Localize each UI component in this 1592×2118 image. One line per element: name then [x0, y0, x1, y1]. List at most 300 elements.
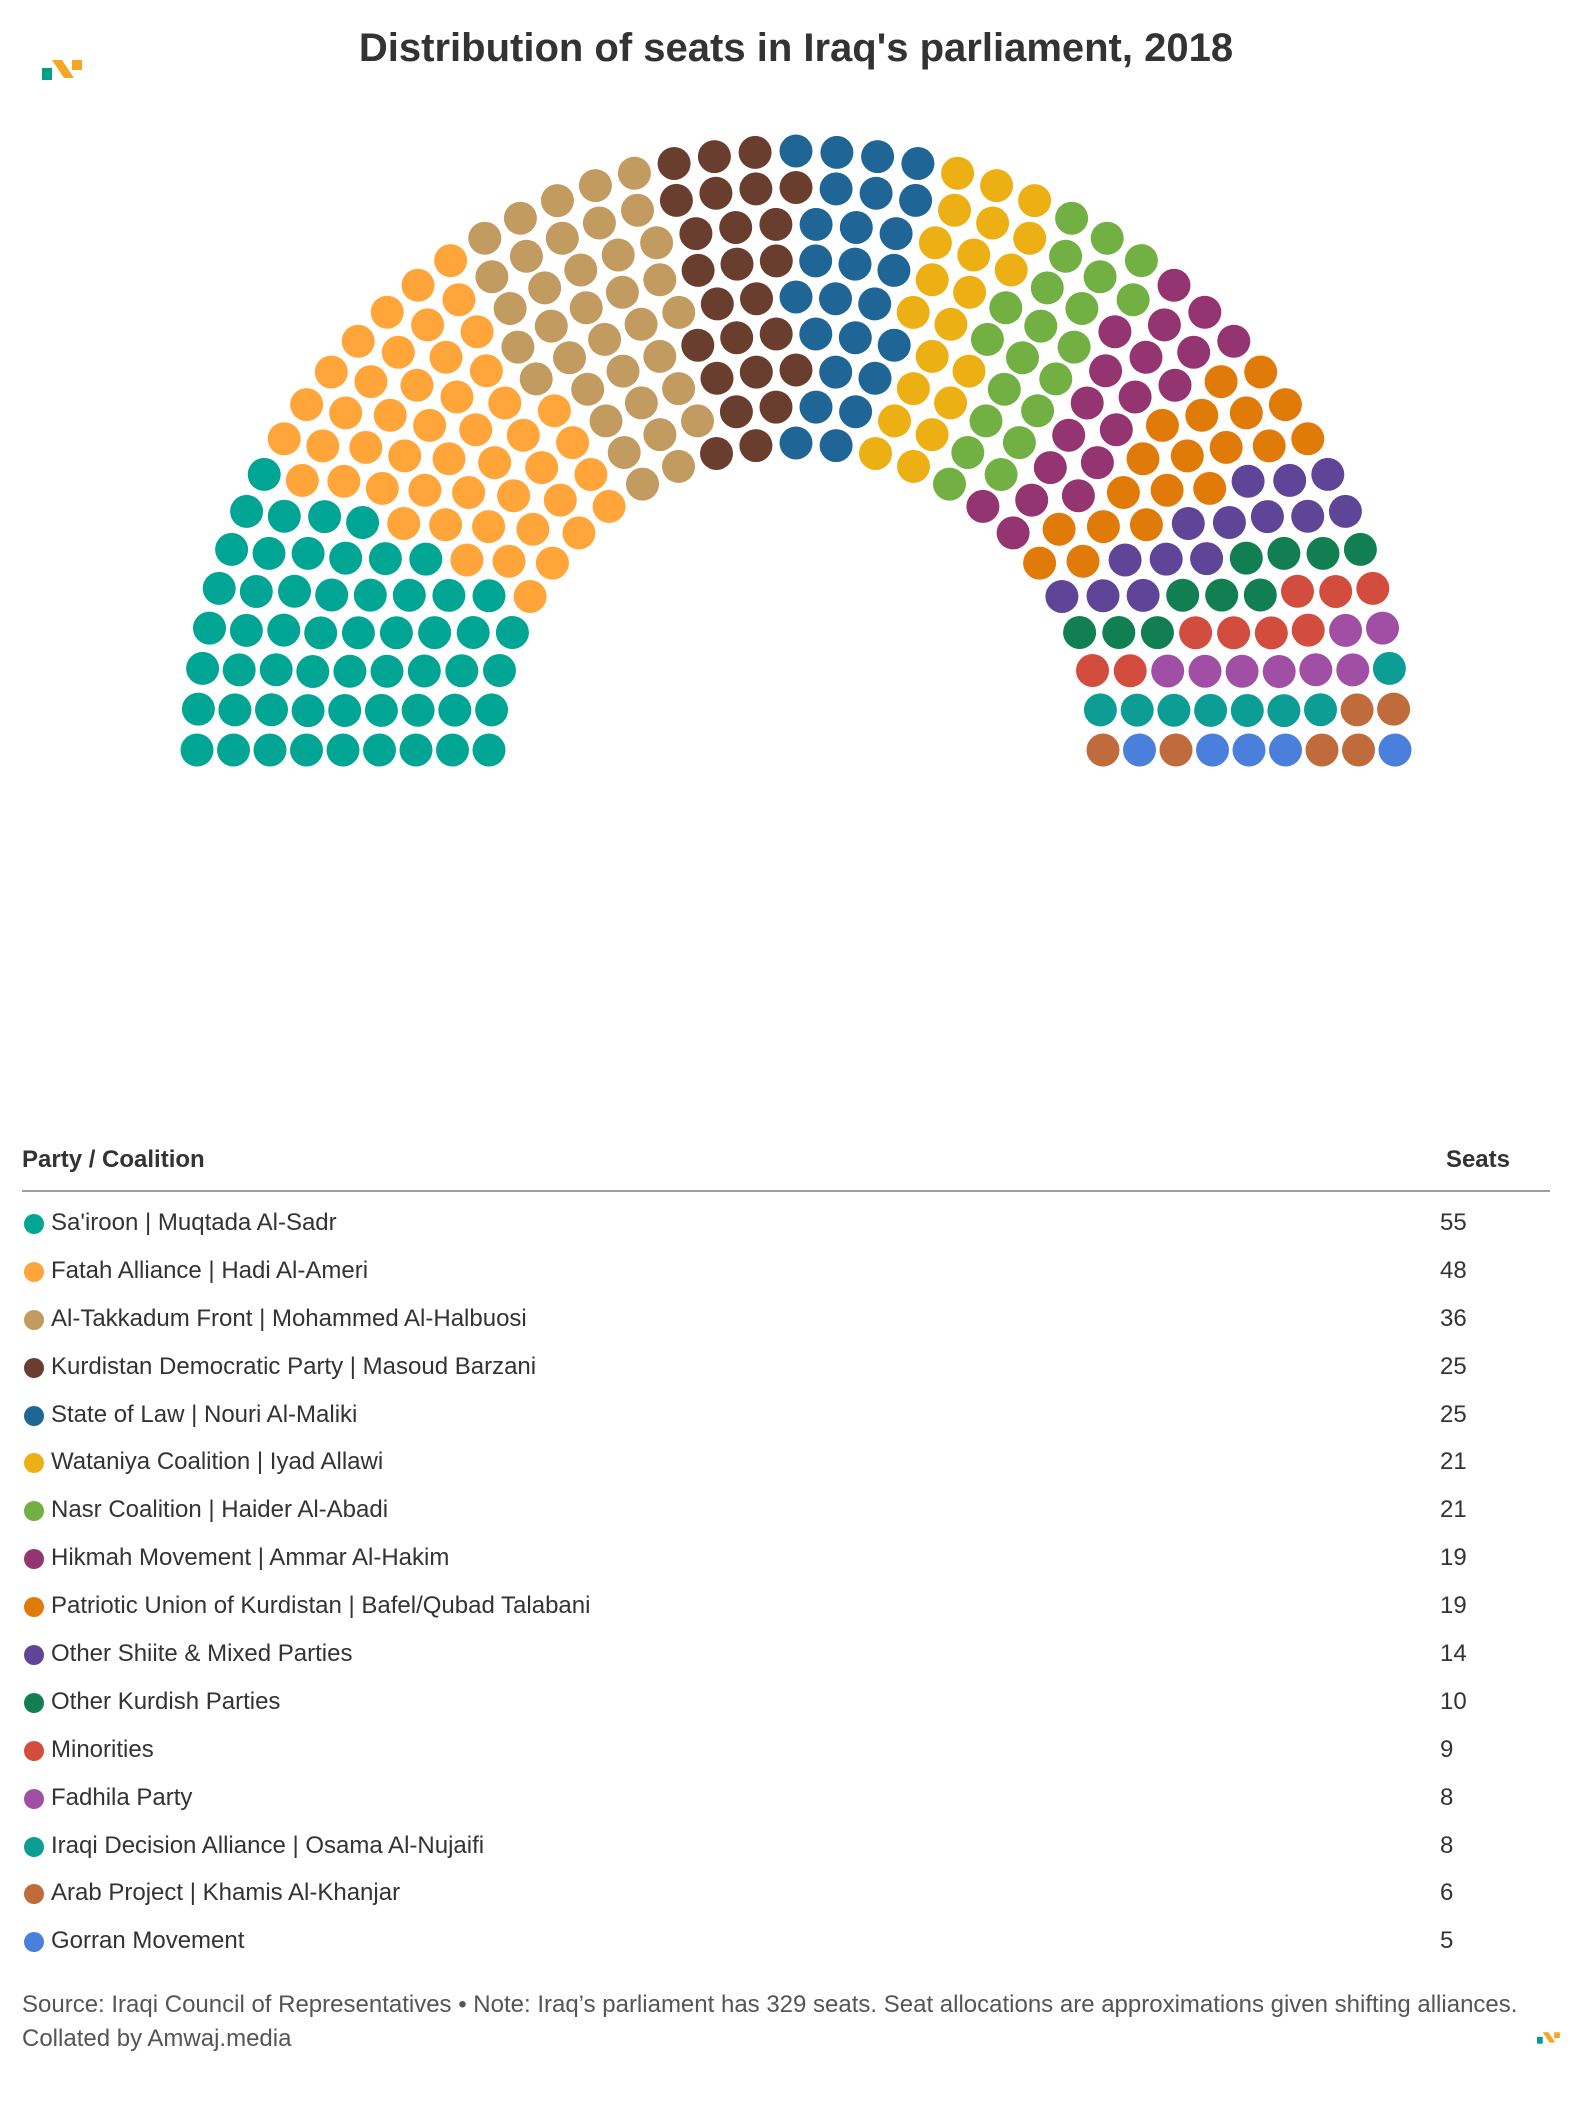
- seat-dot: [292, 694, 325, 727]
- seat-dot: [342, 616, 375, 649]
- seat-dot: [433, 442, 466, 475]
- seat-dot: [1377, 693, 1410, 726]
- seat-dot: [1292, 614, 1325, 647]
- seat-dot: [1217, 616, 1250, 649]
- seat-dot: [800, 391, 833, 424]
- seat-dot: [541, 184, 574, 217]
- seat-dot: [401, 369, 434, 402]
- seat-dot: [478, 446, 511, 479]
- legend-value: 25: [1440, 1400, 1467, 1428]
- seat-dot: [346, 506, 379, 539]
- amwaj-logo-small-icon: [1537, 2031, 1561, 2045]
- seat-dot: [820, 172, 853, 205]
- seat-dot: [296, 655, 329, 688]
- seat-dot: [916, 418, 949, 451]
- seat-dot: [698, 140, 731, 173]
- seat-dot: [1130, 341, 1163, 374]
- seat-dot: [938, 194, 971, 227]
- seat-dot: [858, 287, 891, 320]
- seat-dot: [278, 575, 311, 608]
- seat-dot: [436, 734, 469, 767]
- seat-dot: [315, 356, 348, 389]
- seat-dot: [953, 276, 986, 309]
- legend-row: [22, 1918, 1550, 1966]
- seat-dot: [995, 254, 1028, 287]
- legend-header-seats: Seats: [1445, 1146, 1510, 1173]
- seat-dot: [720, 321, 753, 354]
- legend-label: Iraqi Decision Alliance | Osama Al-Nujaifi: [51, 1831, 485, 1859]
- seat-dot: [934, 386, 967, 419]
- seat-dot: [1205, 365, 1238, 398]
- seat-dot: [1307, 537, 1340, 570]
- seat-dot: [510, 240, 543, 273]
- seat-dot: [1189, 655, 1222, 688]
- seat-dot: [1045, 580, 1078, 613]
- seat-dot: [1081, 446, 1114, 479]
- seat-dot: [957, 239, 990, 272]
- seat-dot: [759, 208, 792, 241]
- seat-dot: [916, 340, 949, 373]
- legend-label: Arab Project | Khamis Al-Khanjar: [51, 1879, 401, 1907]
- seat-dot: [1006, 341, 1039, 374]
- seat-dot: [897, 450, 930, 483]
- seat-dot: [366, 472, 399, 505]
- legend-value: 10: [1440, 1687, 1467, 1715]
- seat-dot: [1193, 472, 1226, 505]
- seat-dot: [1151, 474, 1184, 507]
- legend-row: [22, 1248, 1550, 1296]
- seat-dot: [681, 329, 714, 362]
- seat-dot: [475, 260, 508, 293]
- seat-dot: [1018, 184, 1051, 217]
- seat-dot: [1091, 222, 1124, 255]
- seat-dot: [1226, 655, 1259, 688]
- seat-dot: [1146, 409, 1179, 442]
- seat-dot: [494, 292, 527, 325]
- seat-dot: [1255, 616, 1288, 649]
- seat-dot: [1109, 544, 1142, 577]
- seat-dot: [897, 296, 930, 329]
- seat-dot: [1233, 734, 1266, 767]
- seat-dot: [459, 413, 492, 446]
- seat-dot: [1043, 513, 1076, 546]
- seat-dot: [643, 263, 676, 296]
- seat-dot: [429, 508, 462, 541]
- legend-list: [22, 1200, 1550, 1966]
- seat-dot: [1034, 451, 1067, 484]
- seat-dot: [679, 217, 712, 250]
- seat-dot: [363, 734, 396, 767]
- seat-dot: [1087, 579, 1120, 612]
- seat-dot: [1373, 652, 1406, 685]
- seat-dot: [980, 169, 1013, 202]
- seat-dot: [290, 388, 323, 421]
- seat-dot: [739, 429, 772, 462]
- seat-dot: [1329, 495, 1362, 528]
- seat-dot: [402, 694, 435, 727]
- legend-row: [22, 1200, 1550, 1248]
- seat-dot: [1015, 484, 1048, 517]
- seat-dot: [1107, 476, 1140, 509]
- seat-dot: [1329, 614, 1362, 647]
- seat-dot: [402, 269, 435, 302]
- seat-dot: [408, 655, 441, 688]
- seat-dot: [1052, 419, 1085, 452]
- seat-dot: [354, 579, 387, 612]
- seat-dot: [1205, 579, 1238, 612]
- seat-dot: [760, 244, 793, 277]
- seat-dot: [1267, 537, 1300, 570]
- legend-row: [22, 1631, 1550, 1679]
- seat-dot: [1102, 616, 1135, 649]
- seat-dot: [562, 516, 595, 549]
- seat-dot: [860, 177, 893, 210]
- seat-dot: [461, 315, 494, 348]
- seat-dot: [1071, 387, 1104, 420]
- seat-dot: [839, 248, 872, 281]
- seat-dot: [1251, 500, 1284, 533]
- legend-row: [22, 1344, 1550, 1392]
- seat-dot: [1366, 612, 1399, 645]
- seat-dot: [880, 217, 913, 250]
- seat-dot: [1141, 616, 1174, 649]
- seat-dot: [1087, 510, 1120, 543]
- legend-label: Gorran Movement: [51, 1927, 245, 1955]
- seat-dot: [553, 341, 586, 374]
- seat-dot: [1065, 292, 1098, 325]
- seat-dot: [1311, 458, 1344, 491]
- seat-dot: [493, 545, 526, 578]
- legend-row: [22, 1487, 1550, 1535]
- seat-dot: [800, 208, 833, 241]
- seat-dot: [1100, 413, 1133, 446]
- seat-dot: [452, 476, 485, 509]
- seat-dot: [544, 484, 577, 517]
- seat-dot: [1076, 654, 1109, 687]
- seat-dot: [1158, 269, 1191, 302]
- seat-dot: [859, 437, 892, 470]
- chart-title: Distribution of seats in Iraq's parliament, 2018: [358, 26, 1234, 70]
- legend-label: State of Law | Nouri Al-Maliki: [51, 1400, 358, 1428]
- seat-dot: [525, 451, 558, 484]
- seat-dot: [662, 372, 695, 405]
- seat-dot: [182, 693, 215, 726]
- seat-dot: [941, 157, 974, 190]
- seat-dot: [593, 490, 626, 523]
- seat-dot: [546, 222, 579, 255]
- seat-dot: [286, 464, 319, 497]
- seat-dot: [315, 579, 348, 612]
- seat-dot: [501, 331, 534, 364]
- seat-dot: [625, 386, 658, 419]
- seat-dot: [780, 171, 813, 204]
- seat-dot: [1067, 545, 1100, 578]
- legend-swatch: [24, 1645, 44, 1665]
- seat-dot: [819, 356, 852, 389]
- seat-dot: [1263, 655, 1296, 688]
- seat-dot: [556, 426, 589, 459]
- seat-dot: [230, 495, 263, 528]
- seat-dot: [626, 468, 659, 501]
- seat-dot: [413, 409, 446, 442]
- seat-dot: [1130, 508, 1163, 541]
- seat-dot: [1049, 240, 1082, 273]
- seat-dot: [371, 296, 404, 329]
- seat-dot: [1125, 244, 1158, 277]
- seat-dot: [901, 147, 934, 180]
- legend-value: 25: [1440, 1352, 1467, 1380]
- seat-dot: [662, 450, 695, 483]
- seat-dot: [215, 533, 248, 566]
- legend-swatch: [24, 1741, 44, 1761]
- seat-dot: [329, 396, 362, 429]
- seat-dot: [1269, 388, 1302, 421]
- seat-dot: [590, 404, 623, 437]
- seat-dot: [878, 404, 911, 437]
- seat-dot: [608, 436, 641, 469]
- seat-dot: [839, 395, 872, 428]
- seat-dot: [1117, 283, 1150, 316]
- seat-dot: [193, 612, 226, 645]
- seat-dot: [408, 474, 441, 507]
- legend-label: Kurdistan Democratic Party | Masoud Barzani: [51, 1352, 537, 1380]
- seat-dot: [1148, 308, 1181, 341]
- seat-dot: [720, 395, 753, 428]
- seat-dot: [1304, 693, 1337, 726]
- legend-swatch: [24, 1932, 44, 1952]
- seat-dot: [583, 207, 616, 240]
- legend-swatch: [24, 1837, 44, 1857]
- seat-dot: [418, 616, 451, 649]
- seat-dot: [1114, 654, 1147, 687]
- seat-dot: [268, 500, 301, 533]
- seat-dot: [1379, 734, 1412, 767]
- seat-dot: [1119, 381, 1152, 414]
- seat-dot: [919, 226, 952, 259]
- seat-dot: [976, 207, 1009, 240]
- footer-credit: Collated by Amwaj.media: [22, 2025, 292, 2052]
- seat-dot: [450, 544, 483, 577]
- seat-dot: [799, 244, 832, 277]
- seat-dot: [1217, 325, 1250, 358]
- seat-dot: [181, 734, 214, 767]
- seat-dot: [1157, 694, 1190, 727]
- seat-dot: [1127, 442, 1160, 475]
- seat-dot: [570, 291, 603, 324]
- seat-dot: [951, 436, 984, 469]
- seat-dot: [329, 542, 362, 575]
- seat-dot: [457, 616, 490, 649]
- seat-dot: [472, 510, 505, 543]
- seat-dot: [899, 184, 932, 217]
- seat-dot: [740, 356, 773, 389]
- legend-swatch: [24, 1549, 44, 1569]
- seat-dot: [380, 616, 413, 649]
- seat-dot: [1003, 426, 1036, 459]
- seat-dot: [1244, 579, 1277, 612]
- seat-dot: [1232, 465, 1265, 498]
- seat-dot: [387, 507, 420, 540]
- legend-label: Other Kurdish Parties: [51, 1687, 281, 1715]
- seat-dot: [290, 734, 323, 767]
- legend-swatch: [24, 1597, 44, 1617]
- seat-dot: [1299, 653, 1332, 686]
- parliament-chart: [0, 120, 1592, 1080]
- legend-label: Fatah Alliance | Hadi Al-Ameri: [51, 1256, 369, 1284]
- seat-dot: [1013, 222, 1046, 255]
- seat-dot: [483, 654, 516, 687]
- seat-dot: [1291, 422, 1324, 455]
- legend-swatch: [24, 1214, 44, 1234]
- legend-label: Sa'iroon | Muqtada Al-Sadr: [51, 1209, 337, 1236]
- seat-dot: [342, 325, 375, 358]
- legend-value: 55: [1440, 1209, 1467, 1236]
- legend-swatch: [24, 1310, 44, 1330]
- seat-dot: [861, 140, 894, 173]
- legend-row: [22, 1535, 1550, 1583]
- seat-dot: [780, 427, 813, 460]
- seat-dot: [1123, 734, 1156, 767]
- legend-value: 36: [1440, 1304, 1467, 1332]
- seat-dot: [621, 194, 654, 227]
- legend-header: [22, 1146, 1550, 1192]
- seat-dot: [268, 422, 301, 455]
- seat-dot: [333, 655, 366, 688]
- seat-dot: [606, 276, 639, 309]
- seat-dot: [574, 458, 607, 491]
- seat-dot: [255, 693, 288, 726]
- footer-source: Source: Iraqi Council of Representatives • Note: Iraq’s parliament has 329 seats. Seat allocations are approximations given shifting alliances.: [22, 1991, 1518, 2018]
- seat-dot: [740, 282, 773, 315]
- seat-dot: [933, 468, 966, 501]
- seat-dot: [1213, 506, 1246, 539]
- seat-dot: [538, 394, 571, 427]
- legend-label: Wataniya Coalition | Iyad Allawi: [51, 1448, 384, 1476]
- seat-dot: [1172, 507, 1205, 540]
- seat-dot: [721, 248, 754, 281]
- seat-dot: [308, 500, 341, 533]
- legend-row: [22, 1583, 1550, 1631]
- seat-dot: [434, 244, 467, 277]
- seat-dot: [1171, 439, 1204, 472]
- seat-dot: [1194, 694, 1227, 727]
- seat-dot: [643, 418, 676, 451]
- seat-dot: [393, 579, 426, 612]
- legend-value: 6: [1440, 1879, 1454, 1907]
- seat-dot: [897, 372, 930, 405]
- seat-dot: [1269, 734, 1302, 767]
- seat-dot: [1063, 616, 1096, 649]
- seat-dot: [989, 291, 1022, 324]
- seat-dot: [475, 693, 508, 726]
- seat-dot: [840, 211, 873, 244]
- seat-dot: [1021, 394, 1054, 427]
- seat-dot: [1098, 315, 1131, 348]
- seat-dot: [1291, 500, 1324, 533]
- legend-label: Hikmah Movement | Ammar Al-Hakim: [51, 1544, 450, 1572]
- seat-dot: [997, 516, 1030, 549]
- seat-dot: [430, 341, 463, 374]
- legend-header-party: Party / Coalition: [22, 1146, 205, 1173]
- seat-dot: [662, 296, 695, 329]
- legend-row: [22, 1727, 1550, 1775]
- seat-dot: [354, 365, 387, 398]
- seat-dot: [504, 202, 537, 235]
- seat-dot: [564, 254, 597, 287]
- footer: [22, 1988, 1542, 2056]
- seat-dot: [349, 431, 382, 464]
- seat-dot: [186, 652, 219, 685]
- seat-dot: [681, 404, 714, 437]
- seat-dot: [1084, 260, 1117, 293]
- seat-dot: [470, 354, 503, 387]
- seat-dot: [1087, 734, 1120, 767]
- seat-dot: [1127, 579, 1160, 612]
- seat-dot: [369, 542, 402, 575]
- seat-dot: [445, 654, 478, 687]
- seat-dot: [618, 157, 651, 190]
- seat-dot: [658, 147, 691, 180]
- seat-dot: [1166, 579, 1199, 612]
- legend-row: [22, 1775, 1550, 1823]
- seat-dot: [985, 458, 1018, 491]
- seat-dot: [473, 579, 506, 612]
- legend-label: Al-Takkadum Front | Mohammed Al-Halbuosi: [51, 1304, 527, 1332]
- seat-dot: [438, 694, 471, 727]
- legend-value: 19: [1440, 1544, 1467, 1572]
- seat-dot: [442, 283, 475, 316]
- seat-dot: [1190, 542, 1223, 575]
- seat-dot: [1058, 331, 1091, 364]
- seat-dot: [660, 184, 693, 217]
- seat-dot: [535, 310, 568, 343]
- seat-dot: [1179, 616, 1212, 649]
- seat-dot: [799, 318, 832, 351]
- legend-value: 21: [1440, 1496, 1467, 1524]
- seat-dot: [588, 323, 621, 356]
- seat-dot: [409, 543, 442, 576]
- legend-value: 8: [1440, 1831, 1454, 1859]
- legend-row: [22, 1439, 1550, 1487]
- seat-dot: [371, 655, 404, 688]
- legend-swatch: [24, 1262, 44, 1282]
- seat-dot: [248, 458, 281, 491]
- seat-dot: [488, 387, 521, 420]
- seat-dot: [859, 362, 892, 395]
- seat-dot: [971, 323, 1004, 356]
- legend-value: 9: [1440, 1735, 1454, 1763]
- seat-dot: [1230, 542, 1263, 575]
- seat-dot: [1273, 464, 1306, 497]
- seat-dot: [203, 572, 236, 605]
- seat-dot: [432, 579, 465, 612]
- seat-dot: [328, 694, 361, 727]
- seat-dot: [1089, 354, 1122, 387]
- seat-dot: [217, 734, 250, 767]
- seat-dot: [1196, 734, 1229, 767]
- seat-dot: [780, 354, 813, 387]
- seat-dot: [473, 734, 506, 767]
- legend-value: 14: [1440, 1640, 1467, 1668]
- seat-dot: [365, 694, 398, 727]
- seat-dot: [682, 254, 715, 287]
- seat-dot: [1267, 694, 1300, 727]
- legend-swatch: [24, 1453, 44, 1473]
- legend-swatch: [24, 1501, 44, 1521]
- seat-dot: [400, 734, 433, 767]
- legend-value: 48: [1440, 1256, 1467, 1284]
- legend-label: Patriotic Union of Kurdistan | Bafel/Qubad Talabani: [51, 1592, 591, 1620]
